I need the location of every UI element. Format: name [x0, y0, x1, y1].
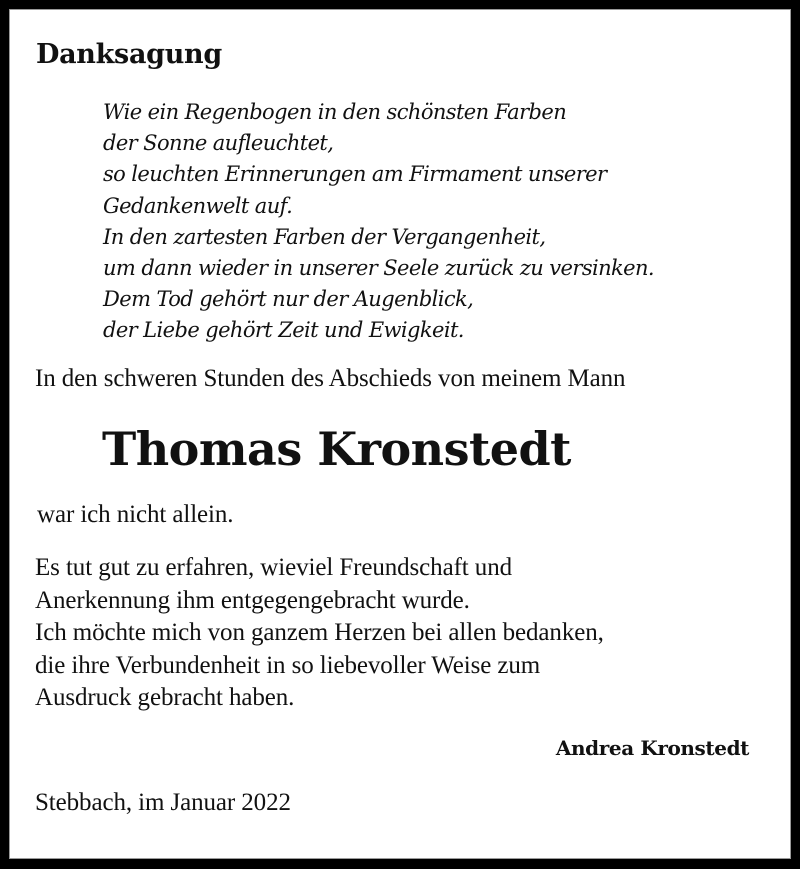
obituary-notice	[9, 9, 791, 859]
thanks-line: Ich möchte mich von ganzem Herzen bei allen bedanken,	[35, 619, 604, 647]
poem-line: der Sonne aufleuchtet,	[103, 131, 334, 156]
poem-line: Dem Tod gehört nur der Augenblick,	[103, 287, 474, 312]
thanks-line: Ausdruck gebracht haben.	[35, 684, 295, 712]
deceased-name: Thomas Kronstedt	[102, 422, 571, 476]
thanks-paragraph	[35, 552, 604, 715]
intro-text: In den schweren Stunden des Abschieds von meinem Mann	[35, 365, 626, 392]
poem-line: so leuchten Erinnerungen am Firmament unserer	[103, 162, 607, 187]
not-alone-text: war ich nicht allein.	[37, 501, 234, 528]
poem-line: Gedankenwelt auf.	[103, 193, 293, 218]
poem-line: Wie ein Regenbogen in den schönsten Farben	[103, 100, 567, 124]
poem	[103, 97, 654, 347]
thanks-line: Anerkennung ihm entgegengebracht wurde.	[35, 586, 470, 614]
place-date: Stebbach, im Januar 2022	[35, 789, 291, 816]
poem-line: der Liebe gehört Zeit und Ewigkeit.	[103, 318, 464, 343]
poem-line: um dann wieder in unserer Seele zurück zu versinken.	[103, 256, 654, 281]
signature: Andrea Kronstedt	[555, 736, 749, 760]
poem-line: In den zartesten Farben der Vergangenheit,	[103, 224, 546, 249]
thanks-line: die ihre Verbundenheit in so liebevoller Weise zum	[35, 651, 541, 679]
thanks-line: Es tut gut zu erfahren, wieviel Freundschaft und	[35, 554, 512, 581]
notice-title: Danksagung	[36, 39, 222, 70]
